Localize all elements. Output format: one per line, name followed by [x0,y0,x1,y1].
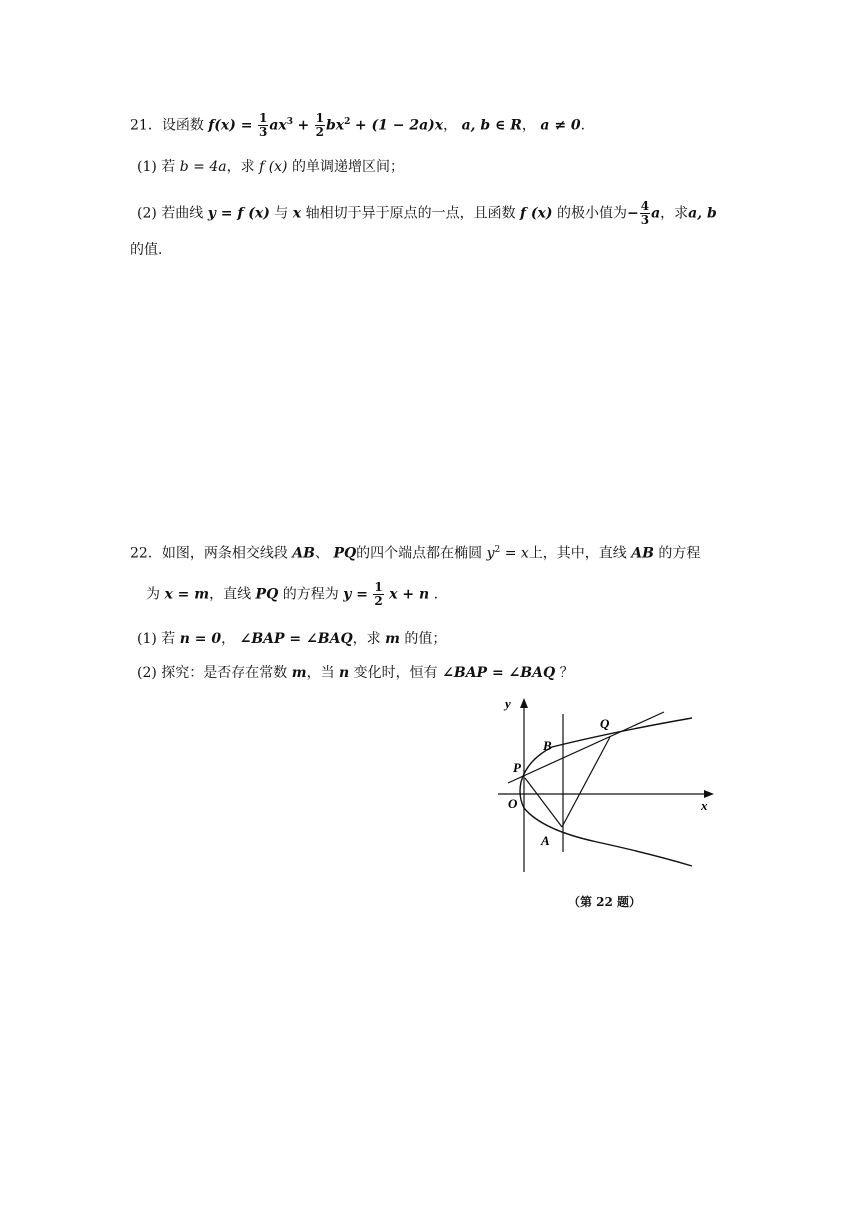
q22-part1: (1) 若 n = 0， ∠BAP = ∠BAQ，求 m 的值； [137,631,447,647]
x-axis-arrow [704,790,714,798]
y-axis-arrow [520,698,528,708]
line-pq [508,712,664,783]
q22-number: 22． [130,545,162,562]
parabola-diagram [492,692,732,882]
q22-statement-cont: 为 x = m，直线 PQ 的方程为 y = $\frac{1}{2}$ x + n . [146,580,439,608]
q21-part1: (1) 若 b = 4a，求 f (x) 的单调递增区间； [137,159,404,175]
segment-ap [525,778,562,827]
figure-caption: （第 22 题） [568,895,642,909]
q21-number: 21． [130,117,162,134]
label-q: Q [600,716,610,731]
label-y: y [505,696,511,711]
frac-4-3: $\frac{4}{3}$ [640,199,650,227]
q21-statement: 21．设函数 f(x) = $\frac{1}{3}$ $ax^3$ + $\frac{1}{2}$ $bx^2 + (1 - 2a)x$， a, b ∈ R， a ≠ 0. [130,111,586,140]
segment-aq [562,737,610,827]
label-x: x [701,798,708,813]
label-a: A [541,833,550,848]
q22-part2: (2) 探究：是否存在常数 m，当 n 变化时，恒有 ∠BAP = ∠BAQ ？ [137,665,574,681]
label-p: P [513,760,521,775]
q21-part2-cont: 的值． [130,242,172,258]
q22-figure [492,692,732,886]
frac-1-2: $\frac{1}{2}$ [315,111,325,140]
q21-part2: (2) 若曲线 y = f (x) 与 x 轴相切于异于原点的一点，且函数 f (x) 的极小值为− $\frac{4}{3}$ a，求a, b [137,199,717,227]
frac-1-2-line: $\frac{1}{2}$ [374,580,383,608]
label-b: B [543,738,552,753]
q22-statement: 22．如图，两条相交线段 AB、 PQ的四个端点都在椭圆 $y^2 = x$上，其中，直线 AB 的方程 [130,545,701,562]
frac-1-3: $\frac{1}{3}$ [258,111,268,140]
label-o: O [508,796,518,811]
